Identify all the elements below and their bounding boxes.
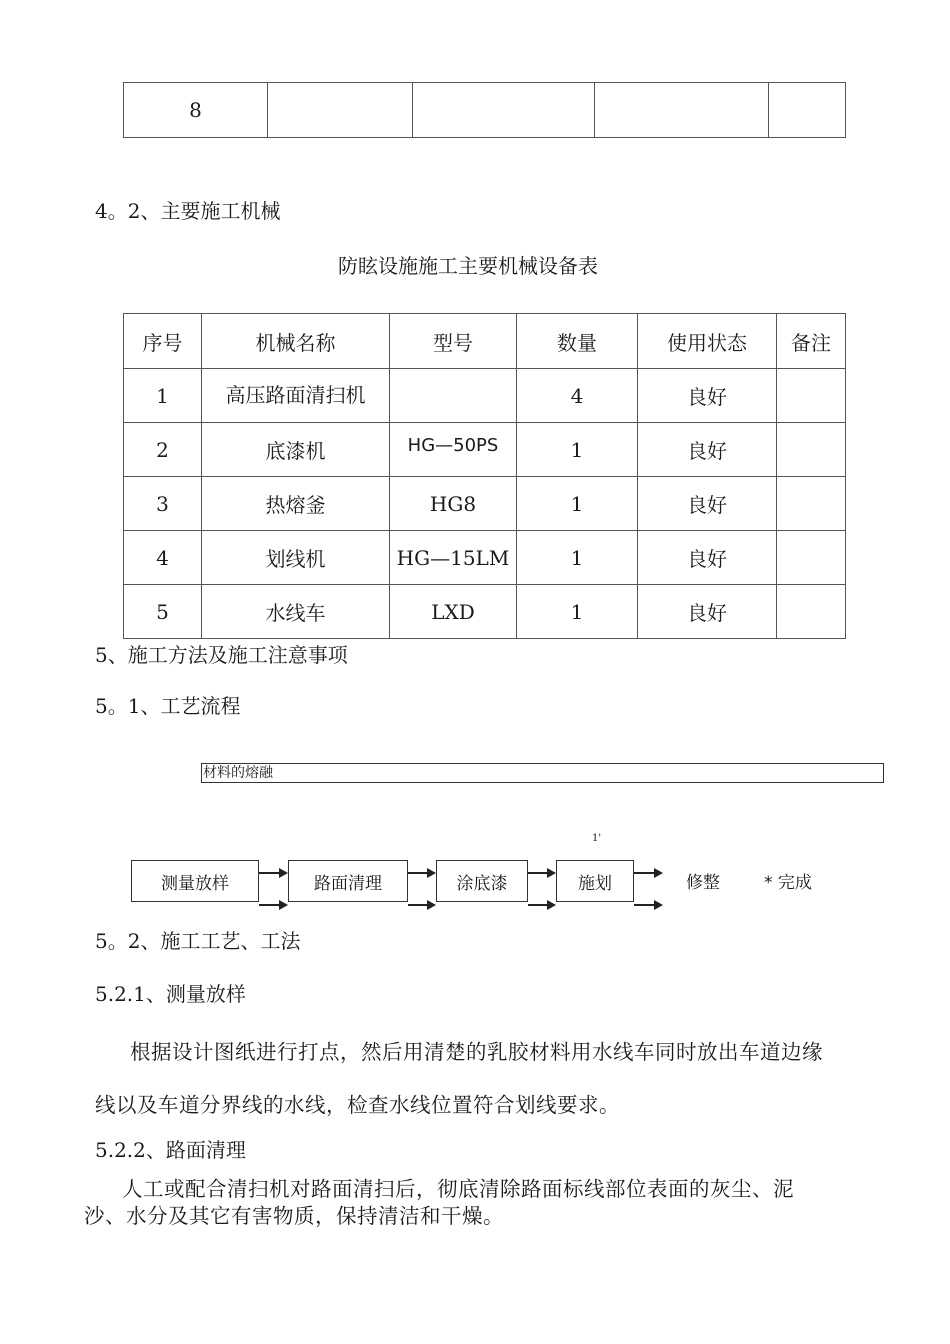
paragraph-line: 人工或配合清扫机对路面清扫后，彻底清除路面标线部位表面的灰尘、泥 [122,1177,794,1201]
cell-model: HG—50PS [390,423,517,477]
section-heading-5-2-2: 5.2.2、路面清理 [95,1138,246,1162]
table-cell-no: 8 [124,83,268,138]
cell-name: 划线机 [202,531,390,585]
cell-qty: 1 [517,531,638,585]
table-row [124,585,846,639]
table-cell [268,83,413,138]
flow-arrow [259,872,279,874]
cell-status: 良好 [638,423,777,477]
header-cell-no: 序号 [124,314,202,369]
flow-arrow [259,904,279,906]
section-heading-5-2: 5。2、施工工艺、工法 [95,929,301,953]
cell-remark [777,585,846,639]
cell-status: 良好 [638,477,777,531]
cell-status: 良好 [638,585,777,639]
flow-step-primer [436,860,528,902]
flow-arrow-head [654,868,663,878]
section-heading-5-2-1: 5.2.1、测量放样 [95,982,246,1006]
flow-arrow [408,904,427,906]
cell-no: 4 [124,531,202,585]
flow-top-box-label: 材料的熔融 [203,765,273,781]
flow-arrow-head [427,900,436,910]
cell-remark [777,531,846,585]
header-cell-remark: 备注 [777,314,846,369]
flow-step-label: 测量放样 [161,873,229,894]
paragraph-line: 线以及车道分界线的水线，检查水线位置符合划线要求。 [95,1093,620,1117]
table-cell [413,83,595,138]
flow-arrow [634,904,654,906]
cell-name: 高压路面清扫机 [202,369,390,423]
flow-arrow [528,904,547,906]
flow-arrow-head [654,900,663,910]
flow-arrow [634,872,654,874]
cell-model: HG—15LM [390,531,517,585]
cell-model: LXD [390,585,517,639]
cell-no: 5 [124,585,202,639]
table-row [124,369,846,423]
header-cell-name: 机械名称 [202,314,390,369]
table-row [124,423,846,477]
cell-remark [777,477,846,531]
flow-step-label: 涂底漆 [456,873,508,894]
cell-name: 水线车 [202,585,390,639]
cell-model: HG8 [390,477,517,531]
cell-qty: 1 [517,585,638,639]
cell-name: 热熔釜 [202,477,390,531]
cell-model [390,369,517,423]
flow-step-clean [288,860,408,902]
section-heading-5-1: 5。1、工艺流程 [95,694,241,718]
cell-no: 1 [124,369,202,423]
flow-step-label: 路面清理 [314,873,382,894]
cell-qty: 4 [517,369,638,423]
cell-status: 良好 [638,369,777,423]
table-row [124,531,846,585]
cell-name: 底漆机 [202,423,390,477]
table-cell [595,83,769,138]
paragraph-line: 沙、水分及其它有害物质，保持清洁和干燥。 [84,1204,504,1228]
flow-top-box [201,763,884,783]
flow-step-label: 施划 [578,873,612,894]
flow-arrow-head [279,900,288,910]
header-cell-status: 使用状态 [638,314,777,369]
cell-status: 良好 [638,531,777,585]
section-heading-5: 5、施工方法及施工注意事项 [95,643,348,667]
table-row [124,477,846,531]
flow-step-trim: 修整 [686,873,720,893]
flow-small-mark: 1' [592,833,602,844]
cell-remark [777,423,846,477]
top-table [123,82,846,138]
header-cell-model: 型号 [390,314,517,369]
table-header-row [124,314,846,369]
section-heading-4-2: 4。2、主要施工机械 [95,199,281,223]
flow-arrow-head [279,868,288,878]
flow-step-mark [556,860,634,902]
flow-arrow [408,872,427,874]
machine-table [123,313,846,639]
cell-qty: 1 [517,477,638,531]
header-cell-qty: 数量 [517,314,638,369]
flow-step-measure [131,860,259,902]
cell-no: 2 [124,423,202,477]
flow-arrow-head [547,868,556,878]
cell-qty: 1 [517,423,638,477]
flow-arrow-head [427,868,436,878]
paragraph-line: 根据设计图纸进行打点，然后用清楚的乳胶材料用水线车同时放出车道边缘 [130,1040,823,1064]
table-cell [769,83,846,138]
table-title: 防眩设施施工主要机械设备表 [338,254,598,278]
cell-remark [777,369,846,423]
flow-step-finish: * 完成 [764,873,812,893]
cell-no: 3 [124,477,202,531]
flow-arrow-head [547,900,556,910]
table-row [124,83,846,138]
flow-arrow [528,872,547,874]
